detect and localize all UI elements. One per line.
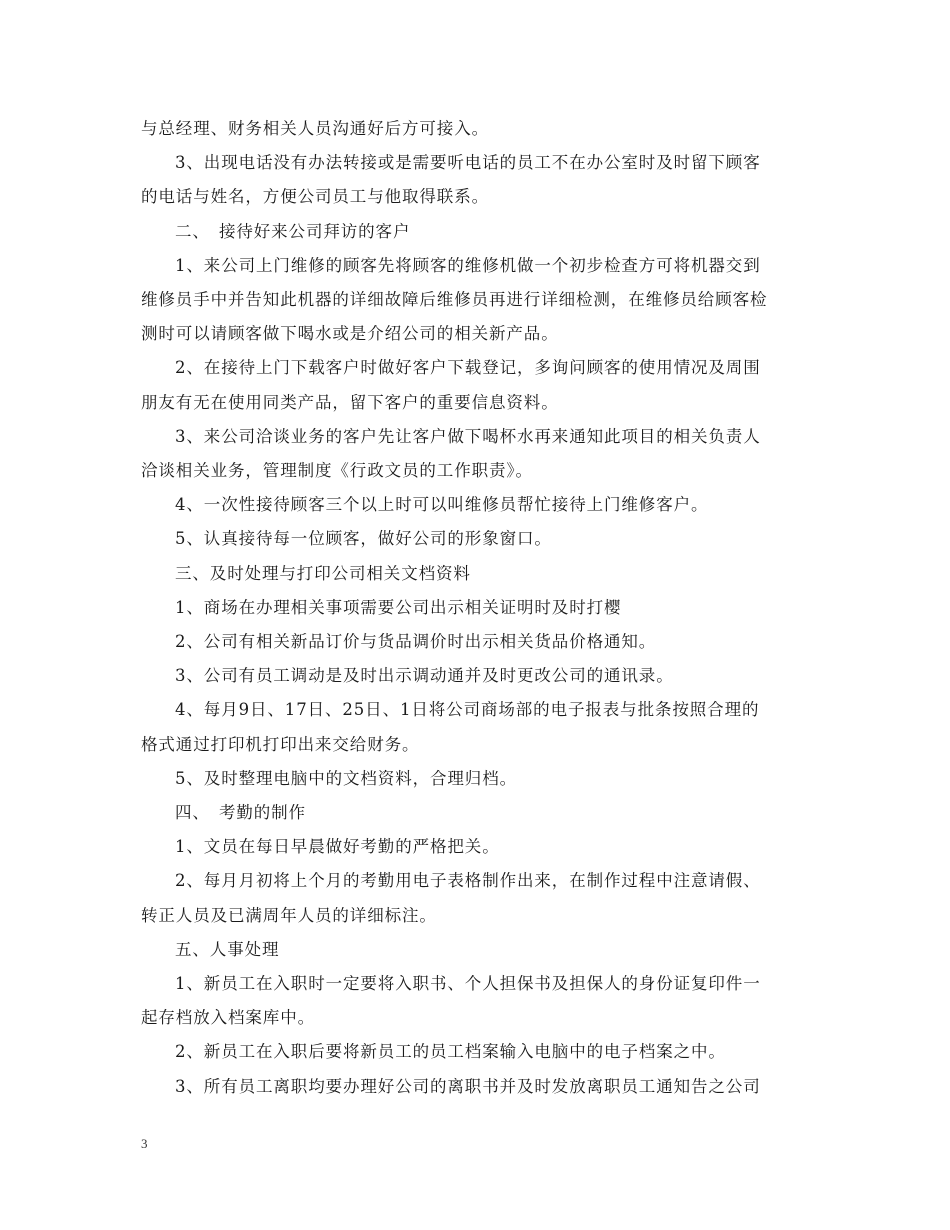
text-line: 2、每月月初将上个月的考勤用电子表格制作出来，在制作过程中注意请假、 [175, 871, 761, 891]
page-number: 3 [141, 1136, 148, 1151]
text-line: 与总经理、财务相关人员沟通好后方可接入。 [141, 119, 489, 138]
section-heading: 二、 接待好来公司拜访的客户 [175, 221, 411, 241]
text-line: 朋友有无在使用同类产品，留下客户的重要信息资料。 [141, 392, 559, 412]
text-line: 4、每月9日、17日、25日、1日将公司商场部的电子报表与批条按照合理的 [175, 700, 760, 720]
text-line: 1、新员工在入职时一定要将入职书、个人担保书及担保人的身份证复印件一 [175, 974, 761, 994]
text-line: 3、所有员工离职均要办理好公司的离职书并及时发放离职员工通知告之公司 [175, 1076, 761, 1096]
text-line: 维修员手中并告知此机器的详细故障后维修员再进行详细检测，在维修员给顾客检 [141, 290, 768, 310]
text-line: 2、在接待上门下载客户时做好客户下载登记，多询问顾客的使用情况及周围 [175, 358, 761, 378]
section-heading: 三、及时处理与打印公司相关文档资料 [175, 563, 471, 583]
text-line: 1、来公司上门维修的顾客先将顾客的维修机做一个初步检查方可将机器交到 [175, 255, 761, 275]
text-line: 转正人员及已满周年人员的详细标注。 [141, 905, 437, 925]
text-line: 3、公司有员工调动是及时出示调动通并及时更改公司的通讯录。 [175, 666, 674, 686]
text-line: 起存档放入档案库中。 [141, 1008, 315, 1028]
text-line: 3、来公司洽谈业务的客户先让客户做下喝杯水再来通知此项目的相关负责人 [175, 426, 761, 446]
text-line: 5、及时整理电脑中的文档资料，合理归档。 [175, 768, 517, 788]
document-body [141, 112, 811, 1104]
text-line: 4、一次性接待顾客三个以上时可以叫维修员帮忙接待上门维修客户。 [175, 495, 709, 515]
text-line: 测时可以请顾客做下喝水或是介绍公司的相关新产品。 [141, 324, 559, 344]
text-line: 洽谈相关业务，管理制度《行政文员的工作职责》。 [141, 461, 533, 481]
text-line: 1、文员在每日早晨做好考勤的严格把关。 [175, 837, 500, 857]
text-line: 格式通过打印机打印出来交给财务。 [141, 734, 420, 754]
text-line: 5、认真接待每一位顾客，做好公司的形象窗口。 [175, 529, 552, 549]
text-line: 3、出现电话没有办法转接或是需要听电话的员工不在办公室时及时留下顾客 [175, 153, 761, 173]
text-line: 1、商场在办理相关事项需要公司出示相关证明时及时打樱 [175, 597, 622, 617]
text-line: 2、公司有相关新品订价与货品调价时出示相关货品价格通知。 [175, 632, 657, 652]
section-heading: 五、人事处理 [175, 939, 280, 959]
text-line: 的电话与姓名，方便公司员工与他取得联系。 [141, 187, 489, 207]
text-line: 2、新员工在入职后要将新员工的员工档案输入电脑中的电子档案之中。 [175, 1042, 726, 1062]
section-heading: 四、 考勤的制作 [175, 803, 306, 823]
